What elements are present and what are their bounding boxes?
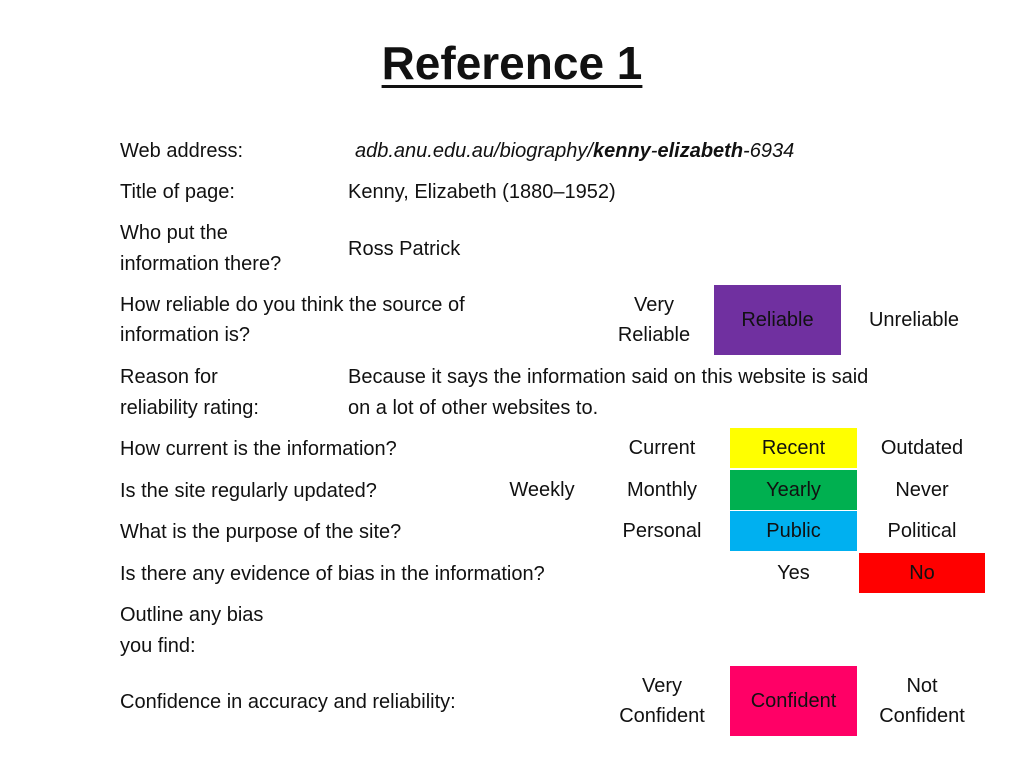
option-recent-selected[interactable]: Recent [730,428,857,468]
option-yearly-selected[interactable]: Yearly [730,470,857,510]
reliable-question-line1: How reliable do you think the source of [120,294,465,316]
option-not-confident[interactable] [859,666,985,736]
option-unreliable[interactable]: Unreliable [868,309,960,331]
bias-question: Is there any evidence of bias in the information? [120,563,545,585]
outline-label-line1: Outline any bias [120,604,264,626]
option-not-confident-line2: Confident [879,705,965,727]
option-weekly[interactable]: Weekly [509,479,575,501]
option-yes[interactable]: Yes [777,562,810,584]
option-confident-selected[interactable]: Confident [730,666,857,736]
option-personal[interactable]: Personal [622,520,702,542]
title-of-page-value: Kenny, Elizabeth (1880–1952) [348,181,616,203]
option-not-confident-line1: Not [906,675,938,697]
option-no-selected[interactable]: No [859,553,985,593]
who-put-label-line1: Who put the [120,222,228,244]
reason-label-line1: Reason for [120,366,218,388]
web-address-label: Web address: [120,140,244,162]
option-outdated[interactable]: Outdated [880,437,964,459]
who-put-value: Ross Patrick [348,238,461,260]
reliable-question-line2: information is? [120,324,251,346]
reason-label-line2: reliability rating: [120,397,259,419]
option-very-reliable-line2: Reliable [617,324,691,346]
updated-question: Is the site regularly updated? [120,480,377,502]
option-very-confident-line2: Confident [619,705,705,727]
option-current[interactable]: Current [628,437,696,459]
option-reliable-selected[interactable]: Reliable [714,285,841,355]
option-very-reliable[interactable] [596,285,712,355]
page-title: Reference 1 [381,37,643,89]
who-put-label-line2: information there? [120,253,282,275]
option-very-confident-line1: Very [641,675,683,697]
purpose-question: What is the purpose of the site? [120,521,402,543]
confidence-question: Confidence in accuracy and reliability: [120,691,456,713]
option-political[interactable]: Political [887,520,957,542]
option-never[interactable]: Never [895,479,949,501]
reason-value-line2: on a lot of other websites to. [348,397,599,419]
option-very-confident[interactable] [596,666,728,736]
reason-value-line1: Because it says the information said on this website is said [348,366,869,388]
option-very-reliable-line1: Very [633,294,675,316]
web-address-value[interactable]: adb.anu.edu.au/biography/kenny-elizabeth-6934 [355,140,795,162]
outline-label-line2: you find: [120,635,196,657]
option-public-selected[interactable]: Public [730,511,857,551]
option-monthly[interactable]: Monthly [626,479,698,501]
title-of-page-label: Title of page: [120,181,235,203]
current-question: How current is the information? [120,438,397,460]
